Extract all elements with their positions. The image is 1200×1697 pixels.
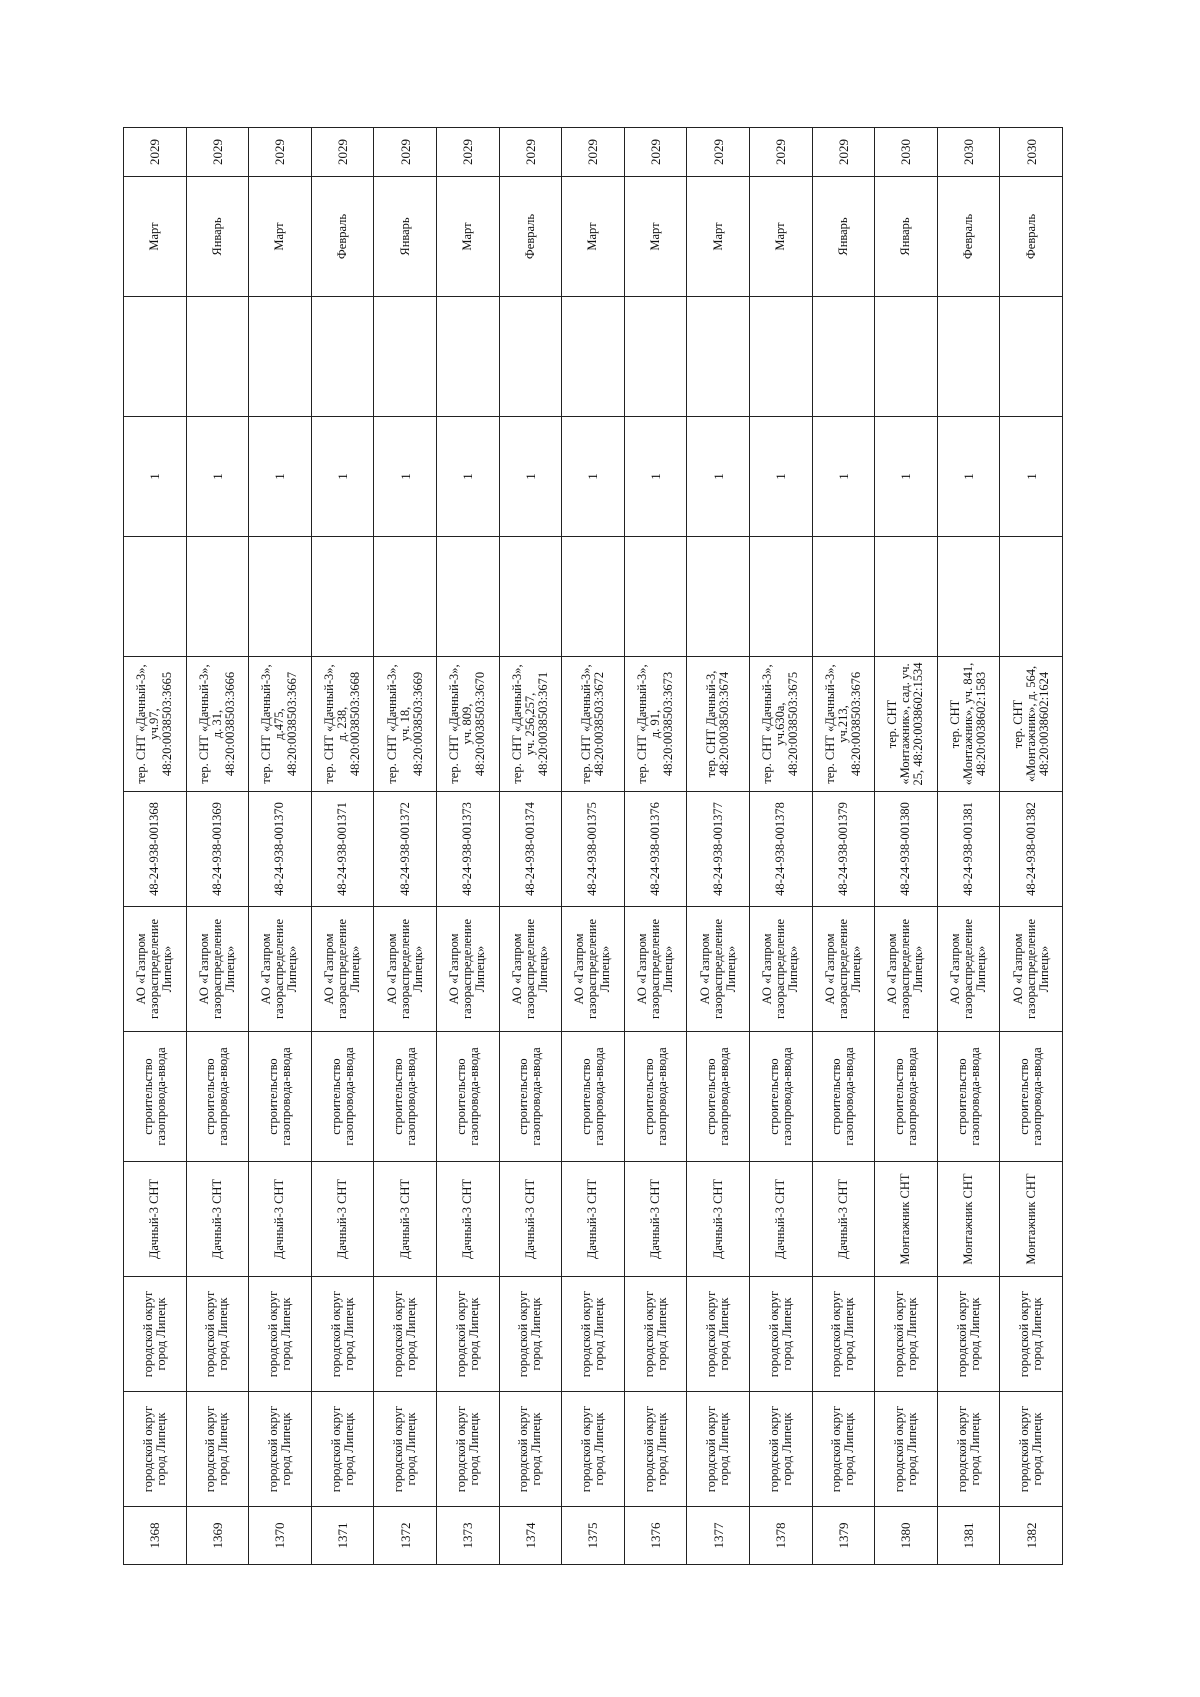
- month-cell: Март: [436, 177, 499, 297]
- object-code-cell: 48-24-938-001368: [124, 792, 187, 907]
- organization-cell: АО «Газпром газораспределение Липецк»: [311, 907, 374, 1032]
- address-cell: тер. СНТ «Монтажник», д. 564, 48:20:0038602:1624: [1000, 657, 1063, 792]
- organization-cell: АО «Газпром газораспределение Липецк»: [812, 907, 875, 1032]
- row-number: 1380: [875, 1507, 938, 1565]
- quantity-cell: 1: [436, 417, 499, 537]
- quantity-cell: 1: [687, 417, 750, 537]
- address-cell: тер. СНТ «Дачный-3», уч. 18, 48:20:0038503:3669: [374, 657, 437, 792]
- work-type-cell: строительство газопровода-ввода: [562, 1032, 625, 1162]
- row-number: 1379: [812, 1507, 875, 1565]
- empty-cell-2: [624, 297, 687, 417]
- table-row: [562, 128, 625, 1565]
- row-number: 1372: [374, 1507, 437, 1565]
- object-code-cell: 48-24-938-001369: [186, 792, 249, 907]
- year-cell: 2029: [749, 128, 812, 177]
- empty-cell: [436, 537, 499, 657]
- table-row: [937, 128, 1000, 1565]
- quantity-cell: 1: [124, 417, 187, 537]
- quantity-cell: 1: [875, 417, 938, 537]
- table-row: [875, 128, 938, 1565]
- row-number: 1375: [562, 1507, 625, 1565]
- month-cell: Февраль: [1000, 177, 1063, 297]
- organization-cell: АО «Газпром газораспределение Липецк»: [749, 907, 812, 1032]
- empty-cell: [937, 537, 1000, 657]
- organization-cell: АО «Газпром газораспределение Липецк»: [687, 907, 750, 1032]
- year-cell: 2029: [562, 128, 625, 177]
- month-cell: Март: [749, 177, 812, 297]
- year-cell: 2029: [374, 128, 437, 177]
- snt-name-cell: Монтажник СНТ: [937, 1162, 1000, 1277]
- object-code-cell: 48-24-938-001379: [812, 792, 875, 907]
- quantity-cell: 1: [374, 417, 437, 537]
- month-cell: Январь: [186, 177, 249, 297]
- object-code-cell: 48-24-938-001378: [749, 792, 812, 907]
- month-cell: Февраль: [499, 177, 562, 297]
- object-code-cell: 48-24-938-001382: [1000, 792, 1063, 907]
- year-cell: 2029: [249, 128, 312, 177]
- object-code-cell: 48-24-938-001381: [937, 792, 1000, 907]
- organization-cell: АО «Газпром газораспределение Липецк»: [562, 907, 625, 1032]
- row-number: 1378: [749, 1507, 812, 1565]
- empty-cell: [124, 537, 187, 657]
- quantity-cell: 1: [562, 417, 625, 537]
- snt-name-cell: Дачный-3 СНТ: [374, 1162, 437, 1277]
- settlement-cell: городской округ город Липецк: [624, 1277, 687, 1392]
- year-cell: 2029: [436, 128, 499, 177]
- address-cell: тер. СНТ «Дачный-3», 48:20:0038503:3672: [562, 657, 625, 792]
- snt-name-cell: Дачный-3 СНТ: [499, 1162, 562, 1277]
- snt-name-cell: Дачный-3 СНТ: [249, 1162, 312, 1277]
- row-number: 1382: [1000, 1507, 1063, 1565]
- row-number: 1377: [687, 1507, 750, 1565]
- empty-cell: [687, 537, 750, 657]
- work-type-cell: строительство газопровода-ввода: [875, 1032, 938, 1162]
- table-row: [1000, 128, 1063, 1565]
- settlement-cell: городской округ город Липецк: [249, 1277, 312, 1392]
- address-cell: тер. СНТ «Дачный-3», уч. 809, 48:20:0038503:3670: [436, 657, 499, 792]
- settlement-cell: городской округ город Липецк: [875, 1277, 938, 1392]
- empty-cell: [624, 537, 687, 657]
- object-code-cell: 48-24-938-001374: [499, 792, 562, 907]
- object-code-cell: 48-24-938-001380: [875, 792, 938, 907]
- empty-cell-2: [124, 297, 187, 417]
- address-cell: тер. СНТ «Дачный-3», уч.213, 48:20:0038503:3676: [812, 657, 875, 792]
- month-cell: Март: [562, 177, 625, 297]
- address-cell: тер. СНТ «Монтажник», уч. 841, 48:20:0038602:1583: [937, 657, 1000, 792]
- municipality-cell: городской округ город Липецк: [812, 1392, 875, 1507]
- empty-cell: [311, 537, 374, 657]
- municipality-cell: городской округ город Липецк: [499, 1392, 562, 1507]
- empty-cell-2: [687, 297, 750, 417]
- address-cell: тер. СНТ Дачный-3, 48:20:0038503:3674: [687, 657, 750, 792]
- quantity-cell: 1: [624, 417, 687, 537]
- snt-name-cell: Дачный-3 СНТ: [311, 1162, 374, 1277]
- snt-name-cell: Монтажник СНТ: [875, 1162, 938, 1277]
- year-cell: 2030: [875, 128, 938, 177]
- year-cell: 2029: [311, 128, 374, 177]
- settlement-cell: городской округ город Липецк: [1000, 1277, 1063, 1392]
- organization-cell: АО «Газпром газораспределение Липецк»: [374, 907, 437, 1032]
- row-number: 1370: [249, 1507, 312, 1565]
- municipality-cell: городской округ город Липецк: [749, 1392, 812, 1507]
- municipality-cell: городской округ город Липецк: [436, 1392, 499, 1507]
- month-cell: Январь: [374, 177, 437, 297]
- year-cell: 2030: [937, 128, 1000, 177]
- settlement-cell: городской округ город Липецк: [562, 1277, 625, 1392]
- settlement-cell: городской округ город Липецк: [311, 1277, 374, 1392]
- quantity-cell: 1: [749, 417, 812, 537]
- settlement-cell: городской округ город Липецк: [812, 1277, 875, 1392]
- object-code-cell: 48-24-938-001370: [249, 792, 312, 907]
- municipality-cell: городской округ город Липецк: [624, 1392, 687, 1507]
- empty-cell-2: [186, 297, 249, 417]
- settlement-cell: городской округ город Липецк: [749, 1277, 812, 1392]
- municipality-cell: городской округ город Липецк: [562, 1392, 625, 1507]
- year-cell: 2029: [624, 128, 687, 177]
- empty-cell-2: [749, 297, 812, 417]
- snt-name-cell: Монтажник СНТ: [1000, 1162, 1063, 1277]
- empty-cell-2: [311, 297, 374, 417]
- settlement-cell: городской округ город Липецк: [374, 1277, 437, 1392]
- municipality-cell: городской округ город Липецк: [249, 1392, 312, 1507]
- row-number: 1371: [311, 1507, 374, 1565]
- work-type-cell: строительство газопровода-ввода: [124, 1032, 187, 1162]
- quantity-cell: 1: [186, 417, 249, 537]
- address-cell: тер. СНТ «Дачный-3», д. 91, 48:20:0038503:3673: [624, 657, 687, 792]
- municipality-cell: городской округ город Липецк: [311, 1392, 374, 1507]
- row-number: 1369: [186, 1507, 249, 1565]
- table-row: [311, 128, 374, 1565]
- table-row: [436, 128, 499, 1565]
- settlement-cell: городской округ город Липецк: [937, 1277, 1000, 1392]
- address-cell: тер. СНТ «Дачный-3», уч. 256,257, 48:20:0038503:3671: [499, 657, 562, 792]
- empty-cell: [562, 537, 625, 657]
- work-type-cell: строительство газопровода-ввода: [249, 1032, 312, 1162]
- table-row: [499, 128, 562, 1565]
- object-code-cell: 48-24-938-001375: [562, 792, 625, 907]
- work-type-cell: строительство газопровода-ввода: [499, 1032, 562, 1162]
- object-code-cell: 48-24-938-001371: [311, 792, 374, 907]
- work-type-cell: строительство газопровода-ввода: [311, 1032, 374, 1162]
- work-type-cell: строительство газопровода-ввода: [812, 1032, 875, 1162]
- table-row: [624, 128, 687, 1565]
- table-row: [374, 128, 437, 1565]
- object-code-cell: 48-24-938-001373: [436, 792, 499, 907]
- municipality-cell: городской округ город Липецк: [124, 1392, 187, 1507]
- table-row: [687, 128, 750, 1565]
- gas-connection-schedule-table: [123, 127, 1063, 1565]
- empty-cell: [499, 537, 562, 657]
- work-type-cell: строительство газопровода-ввода: [749, 1032, 812, 1162]
- empty-cell: [374, 537, 437, 657]
- month-cell: Март: [124, 177, 187, 297]
- table-row: [124, 128, 187, 1565]
- empty-cell-2: [812, 297, 875, 417]
- document-page: [123, 128, 1063, 1565]
- address-cell: тер. СНТ «Дачный-3», уч.630а, 48:20:0038503:3675: [749, 657, 812, 792]
- work-type-cell: строительство газопровода-ввода: [436, 1032, 499, 1162]
- row-number: 1368: [124, 1507, 187, 1565]
- empty-cell: [749, 537, 812, 657]
- row-number: 1374: [499, 1507, 562, 1565]
- quantity-cell: 1: [311, 417, 374, 537]
- municipality-cell: городской округ город Липецк: [687, 1392, 750, 1507]
- table-row: [249, 128, 312, 1565]
- empty-cell: [875, 537, 938, 657]
- settlement-cell: городской округ город Липецк: [124, 1277, 187, 1392]
- year-cell: 2030: [1000, 128, 1063, 177]
- empty-cell-2: [1000, 297, 1063, 417]
- row-number: 1381: [937, 1507, 1000, 1565]
- empty-cell-2: [499, 297, 562, 417]
- object-code-cell: 48-24-938-001377: [687, 792, 750, 907]
- work-type-cell: строительство газопровода-ввода: [374, 1032, 437, 1162]
- snt-name-cell: Дачный-3 СНТ: [562, 1162, 625, 1277]
- month-cell: Январь: [812, 177, 875, 297]
- empty-cell-2: [374, 297, 437, 417]
- month-cell: Февраль: [937, 177, 1000, 297]
- snt-name-cell: Дачный-3 СНТ: [812, 1162, 875, 1277]
- snt-name-cell: Дачный-3 СНТ: [687, 1162, 750, 1277]
- table-row: [749, 128, 812, 1565]
- municipality-cell: городской округ город Липецк: [374, 1392, 437, 1507]
- municipality-cell: городской округ город Липецк: [186, 1392, 249, 1507]
- municipality-cell: городской округ город Липецк: [937, 1392, 1000, 1507]
- month-cell: Февраль: [311, 177, 374, 297]
- address-cell: тер. СНТ «Дачный-3», д. 238, 48:20:0038503:3668: [311, 657, 374, 792]
- snt-name-cell: Дачный-3 СНТ: [124, 1162, 187, 1277]
- quantity-cell: 1: [812, 417, 875, 537]
- year-cell: 2029: [812, 128, 875, 177]
- organization-cell: АО «Газпром газораспределение Липецк»: [624, 907, 687, 1032]
- organization-cell: АО «Газпром газораспределение Липецк»: [124, 907, 187, 1032]
- organization-cell: АО «Газпром газораспределение Липецк»: [436, 907, 499, 1032]
- work-type-cell: строительство газопровода-ввода: [687, 1032, 750, 1162]
- year-cell: 2029: [499, 128, 562, 177]
- object-code-cell: 48-24-938-001372: [374, 792, 437, 907]
- snt-name-cell: Дачный-3 СНТ: [624, 1162, 687, 1277]
- year-cell: 2029: [687, 128, 750, 177]
- settlement-cell: городской округ город Липецк: [687, 1277, 750, 1392]
- organization-cell: АО «Газпром газораспределение Липецк»: [1000, 907, 1063, 1032]
- address-cell: тер. СНТ «Дачный-3», уч.97, 48:20:0038503:3665: [124, 657, 187, 792]
- empty-cell: [1000, 537, 1063, 657]
- settlement-cell: городской округ город Липецк: [186, 1277, 249, 1392]
- table-row: [186, 128, 249, 1565]
- object-code-cell: 48-24-938-001376: [624, 792, 687, 907]
- municipality-cell: городской округ город Липецк: [875, 1392, 938, 1507]
- organization-cell: АО «Газпром газораспределение Липецк»: [186, 907, 249, 1032]
- row-number: 1376: [624, 1507, 687, 1565]
- work-type-cell: строительство газопровода-ввода: [937, 1032, 1000, 1162]
- month-cell: Март: [249, 177, 312, 297]
- empty-cell-2: [249, 297, 312, 417]
- snt-name-cell: Дачный-3 СНТ: [186, 1162, 249, 1277]
- settlement-cell: городской округ город Липецк: [499, 1277, 562, 1392]
- organization-cell: АО «Газпром газораспределение Липецк»: [937, 907, 1000, 1032]
- year-cell: 2029: [124, 128, 187, 177]
- organization-cell: АО «Газпром газораспределение Липецк»: [249, 907, 312, 1032]
- row-number: 1373: [436, 1507, 499, 1565]
- year-cell: 2029: [186, 128, 249, 177]
- address-cell: тер. СНТ «Дачный-3», д. 31, 48:20:0038503:3666: [186, 657, 249, 792]
- empty-cell-2: [436, 297, 499, 417]
- quantity-cell: 1: [1000, 417, 1063, 537]
- organization-cell: АО «Газпром газораспределение Липецк»: [499, 907, 562, 1032]
- municipality-cell: городской округ город Липецк: [1000, 1392, 1063, 1507]
- quantity-cell: 1: [249, 417, 312, 537]
- work-type-cell: строительство газопровода-ввода: [624, 1032, 687, 1162]
- rotated-table-frame: [123, 128, 1063, 1565]
- empty-cell: [812, 537, 875, 657]
- quantity-cell: 1: [937, 417, 1000, 537]
- organization-cell: АО «Газпром газораспределение Липецк»: [875, 907, 938, 1032]
- empty-cell-2: [562, 297, 625, 417]
- work-type-cell: строительство газопровода-ввода: [186, 1032, 249, 1162]
- quantity-cell: 1: [499, 417, 562, 537]
- address-cell: тер. СНТ «Монтажник», сад. уч. 25, 48:20:0038602:1534: [875, 657, 938, 792]
- snt-name-cell: Дачный-3 СНТ: [749, 1162, 812, 1277]
- month-cell: Январь: [875, 177, 938, 297]
- empty-cell-2: [875, 297, 938, 417]
- month-cell: Март: [624, 177, 687, 297]
- empty-cell: [249, 537, 312, 657]
- table-row: [812, 128, 875, 1565]
- snt-name-cell: Дачный-3 СНТ: [436, 1162, 499, 1277]
- work-type-cell: строительство газопровода-ввода: [1000, 1032, 1063, 1162]
- empty-cell-2: [937, 297, 1000, 417]
- empty-cell: [186, 537, 249, 657]
- address-cell: тер. СНТ «Дачный-3», д.475, 48:20:0038503:3667: [249, 657, 312, 792]
- month-cell: Март: [687, 177, 750, 297]
- settlement-cell: городской округ город Липецк: [436, 1277, 499, 1392]
